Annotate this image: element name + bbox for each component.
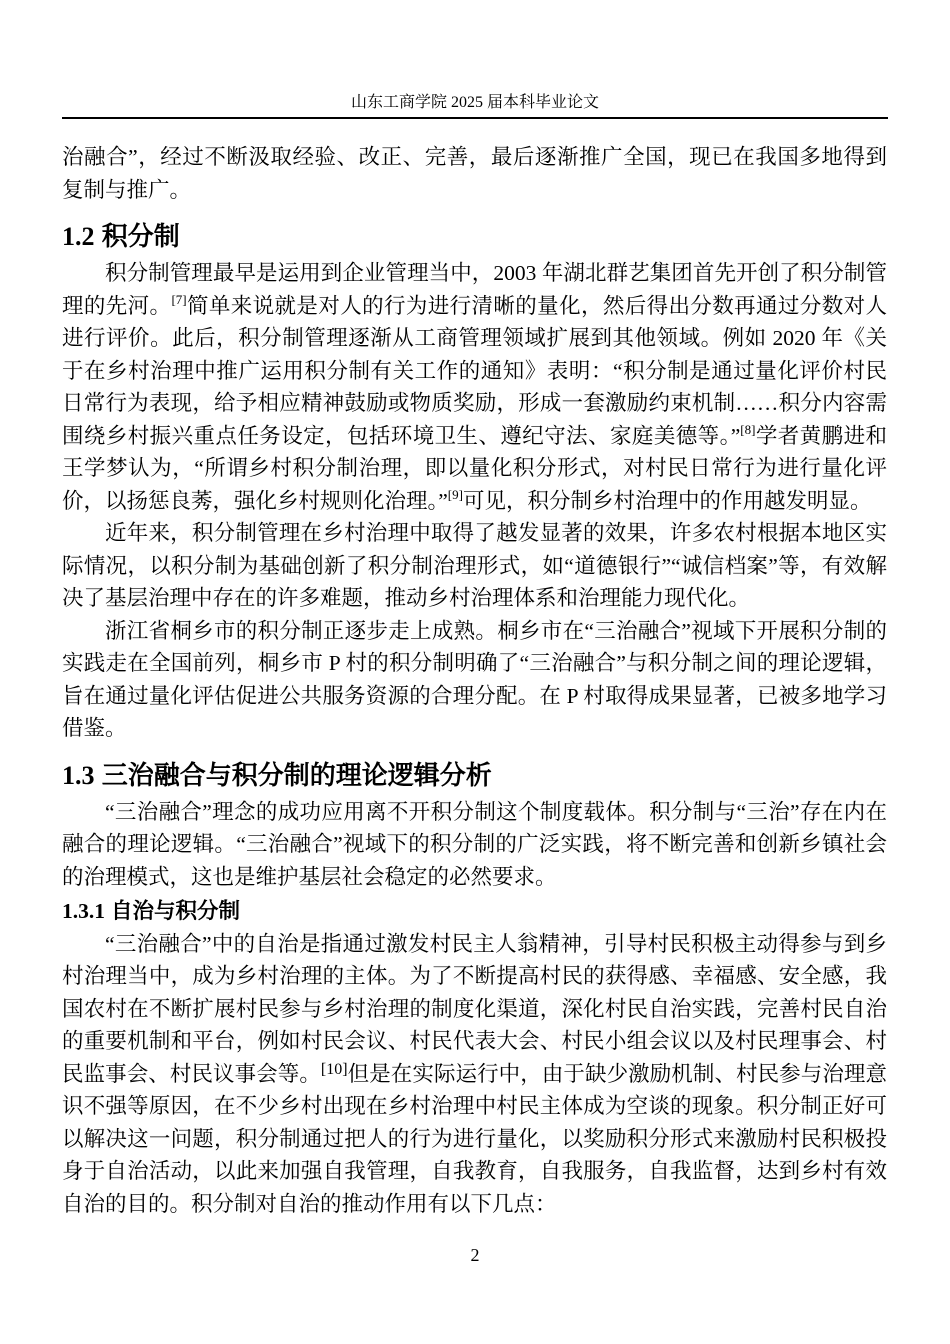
- paragraph-s12-p3: 浙江省桐乡市的积分制正逐步走上成熟。桐乡市在“三治融合”视域下开展积分制的实践走在全国前列，桐乡市 P 村的积分制明确了“三治融合”与积分制之间的理论逻辑，旨在通过量化评估促进公共服务资源的合理分配。在 P 村取得成果显著，已被多地学习借鉴。: [62, 618, 887, 740]
- section-title: 三治融合与积分制的理论逻辑分析: [101, 759, 492, 790]
- paragraph-s131-p1: “三治融合”中的自治是指通过激发村民主人翁精神，引导村民积极主动得参与到乡村治理当中，成为乡村治理的主体。为了不断提高村民的获得感、幸福感、安全感，我国农村在不断扩展村民参与乡村治理的制度化渠道，深化村民自治实践，完善村民自治的重要机制和平台，例如村民会议、村民代表大会、村民小组会议以及村民理事会、村民监事会、村民议事会等。[10]但是在实际运行中，由于缺少激励机制、村民参与治理意识不强等原因，在不少乡村出现在乡村治理中村民主体成为空谈的现象。积分制正好可以解决这一问题，积分制通过把人的行为进行量化，以奖励积分形式来激励村民积极投身于自治活动，以此来加强自我管理，自我教育，自我服务，自我监督，达到乡村有效自治的目的。积分制对自治的推动作用有以下几点：: [62, 931, 887, 1216]
- section-title: 积分制: [101, 221, 180, 251]
- citation-ref-10: [10]: [320, 1060, 348, 1078]
- page-number: 2: [470, 1245, 480, 1265]
- subsection-heading-1-3-1: [62, 895, 887, 928]
- subsection-number: 1.3.1: [62, 899, 105, 923]
- section-heading-1-2: [62, 216, 887, 257]
- section-number: 1.3: [62, 760, 95, 790]
- citation-ref-8: [8]: [740, 421, 756, 437]
- subsection-title: 自治与积分制: [110, 899, 240, 923]
- paragraph-s13-p1: “三治融合”理念的成功应用离不开积分制这个制度载体。积分制与“三治”存在内在融合的理论逻辑。“三治融合”视域下的积分制的广泛实践，将不断完善和创新乡镇社会的治理模式，这也是维护基层社会稳定的必然要求。: [62, 799, 887, 889]
- section-number: 1.2: [62, 222, 95, 251]
- paragraph-s12-p2: 近年来，积分制管理在乡村治理中取得了越发显著的效果，许多农村根据本地区实际情况，以积分制为基础创新了积分制治理形式，如“道德银行”“诚信档案”等，有效解决了基层治理中存在的许多难题，推动乡村治理体系和治理能力现代化。: [62, 521, 887, 610]
- section-heading-1-3: [62, 755, 887, 796]
- page-body: [62, 141, 887, 1220]
- intro-continuation-paragraph: 治融合”，经过不断汲取经验、改正、完善，最后逐渐推广全国，现已在我国多地得到复制与推广。: [62, 145, 887, 202]
- page-header: [62, 92, 888, 119]
- citation-ref-7: [7]: [171, 291, 187, 307]
- header-title: 山东工商学院 2025 届本科毕业论文: [350, 94, 599, 111]
- paragraph-s12-p1: 积分制管理最早是运用到企业管理当中，2003 年湖北群艺集团首先开创了积分制管理的先河。[7]简单来说就是对人的行为进行清晰的量化，然后得出分数再通过分数对人进行评价。此后，积分制管理逐渐从工商管理领域扩展到其他领域。例如 2020 年《关于在乡村治理中推广运用积分制有关工作的通知》表明：“积分制是通过量化评价村民日常行为表现，给予相应精神鼓励或物质奖励，形成一套激励约束机制……积分内容需围绕乡村振兴重点任务设定，包括环境卫生、遵纪守法、家庭美德等。”[8]学者黄鹏进和王学梦认为，“所谓乡村积分制治理，即以量化积分形式，对村民日常行为进行量化评价，以扬惩良莠，强化乡村规则化治理。”[9]可见，积分制乡村治理中的作用越发明显。: [62, 261, 887, 513]
- citation-ref-9: [9]: [447, 486, 463, 502]
